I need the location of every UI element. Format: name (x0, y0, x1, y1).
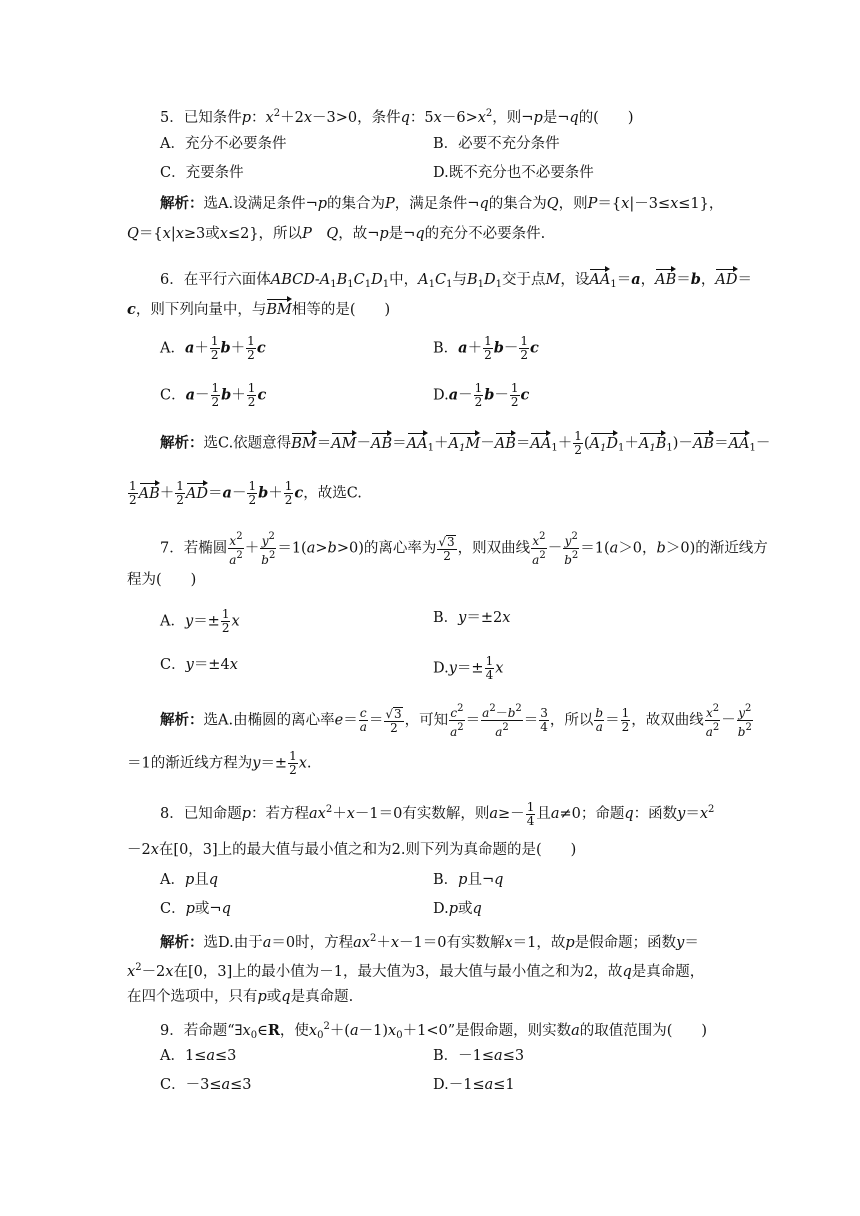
q9-option-a: A．1≤a≤3 (160, 1048, 237, 1064)
q7-stem-line-2: 程为( ) (127, 572, 197, 588)
q8-option-c: C．p或¬q (160, 901, 231, 917)
q8-solution-line-3: 在四个选项中，只有p或q是真命题. (127, 989, 354, 1005)
q8-solution-line-2: $x^2-2x$在[0，3]上的最小值为－1，最大值为3，最大值与最小值之和为2，故q是真命题， (127, 962, 705, 980)
q5-solution-label: 解析： (160, 196, 204, 212)
q7-option-b: B．y＝±2x (433, 610, 511, 626)
q9-option-d: D.－1≤a≤1 (433, 1077, 515, 1093)
q9-option-c: C．－3≤a≤3 (160, 1077, 252, 1093)
q6-stem-line-2: c，则下列向量中，与BM相等的是( ) (127, 298, 390, 320)
q9-option-b: B．－1≤a≤3 (433, 1048, 525, 1064)
q8-option-d: D.p或q (433, 901, 482, 917)
q6-option-d: D.a－ $\frac{1}{2}$ b－ $\frac{1}{2}$ c (433, 381, 530, 409)
q7-solution-line-2: ＝1的渐近线方程为y＝± $\frac{1}{2}$ x. (127, 749, 312, 777)
q5-option-a: A．充分不必要条件 (160, 136, 287, 152)
q6-option-a: A．a＋ $\frac{1}{2}$ b＋ $\frac{1}{2}$ c (160, 334, 266, 362)
q5-option-d: D.既不充分也不必要条件 (433, 165, 594, 181)
q7-solution-line-1: 解析：选A.由椭圆的离心率e＝ $\frac{c}{a}$ ＝ $\frac{√3}{2}$ ，可知 $\frac{c^2}{a^2}$ ＝ $\frac{a^2-b^2}{a^2}$ ＝ $\frac{3}{4}$ ，所以 $\frac{b}{a}$ ＝ $\frac{1}{2}$ ，故双曲线 $\frac{x^2}{a^2}$ － $\frac{y^2}{b^2}$ (160, 703, 752, 739)
q7-option-d: D.y＝± $\frac{1}{4}$ x (433, 654, 504, 682)
q5-option-c: C．充要条件 (160, 165, 244, 181)
q8-option-a: A．p且q (160, 872, 219, 888)
q6-solution-line-1: 解析：选C.依题意得$BM=AM-AB=AA_1+A_1M-AB=AA_1+$ $\frac{1}{2}$ $(A_1D_1+A_1B_1)-AB=AA_1-$ (160, 429, 771, 457)
q8-solution-line-1: 解析：选D.由于a＝0时，方程$ax^2+x-1=0$有实数解x＝1，故p是假命题；函数y＝ (160, 933, 699, 951)
q9-stem: 9．若命题“$\exists x_0\in R$，使$x_0^2+(a-1)x_0+1<0$”是假命题，则实数a的取值范围为( ) (160, 1021, 708, 1041)
q8-option-b: B．p且¬q (433, 872, 504, 888)
q6-stem-line-1: 6．在平行六面体ABCD-$A_1B_1C_1D_1$中，$A_1C_1$与$B_1D_1$交于点M，设$AA_1=a$，AB＝b，AD＝ (160, 268, 752, 295)
q7-option-c: C．y＝±4x (160, 657, 238, 673)
q7-stem-line-1: 7．若椭圆 $\frac{x^2}{a^2}$ ＋ $\frac{y^2}{b^2}$ ＝1(a>b>0)的离心率为 $\frac{√3}{2}$ ，则双曲线 $\frac{x^2}{a^2}$ － $\frac{y^2}{b^2}$ ＝1(a＞0，b＞0)的渐近线方 (160, 531, 768, 567)
q6-option-c: C．a－ $\frac{1}{2}$ b＋ $\frac{1}{2}$ c (160, 381, 267, 409)
q5-stem: 5．已知条件p：$x^2+2x-3>0$，条件q：$5x-6>x^2$，则¬p是¬q的( ) (160, 108, 634, 126)
q7-option-a: A．y＝± $\frac{1}{2}$ x (160, 607, 240, 635)
q8-stem-line-1: 8．已知命题p：若方程$ax^2+x-1=0$有实数解，则a≥－ $\frac{1}{4}$ 且a≠0；命题q：函数$y=x^2$ (160, 799, 715, 828)
q5-solution-line-2: Q＝{x|x≥3或x≤2}，所以P Q，故¬p是¬q的充分不必要条件. (127, 226, 546, 242)
q6-solution-line-2: $\frac{1}{2}$ AB＋ $\frac{1}{2}$ AD＝a－ $\frac{1}{2}$ b＋ $\frac{1}{2}$ c，故选C. (129, 479, 362, 507)
q5-option-b: B．必要不充分条件 (433, 136, 560, 152)
q5-solution-line-1: 解析：选A.设满足条件¬p的集合为P，满足条件¬q的集合为Q，则P＝{x|－3≤x≤1}， (160, 196, 724, 212)
q8-stem-line-2: －2x在[0，3]上的最大值与最小值之和为2.则下列为真命题的是( ) (127, 842, 577, 858)
q6-option-b: B．a＋ $\frac{1}{2}$ b－ $\frac{1}{2}$ c (433, 334, 539, 362)
